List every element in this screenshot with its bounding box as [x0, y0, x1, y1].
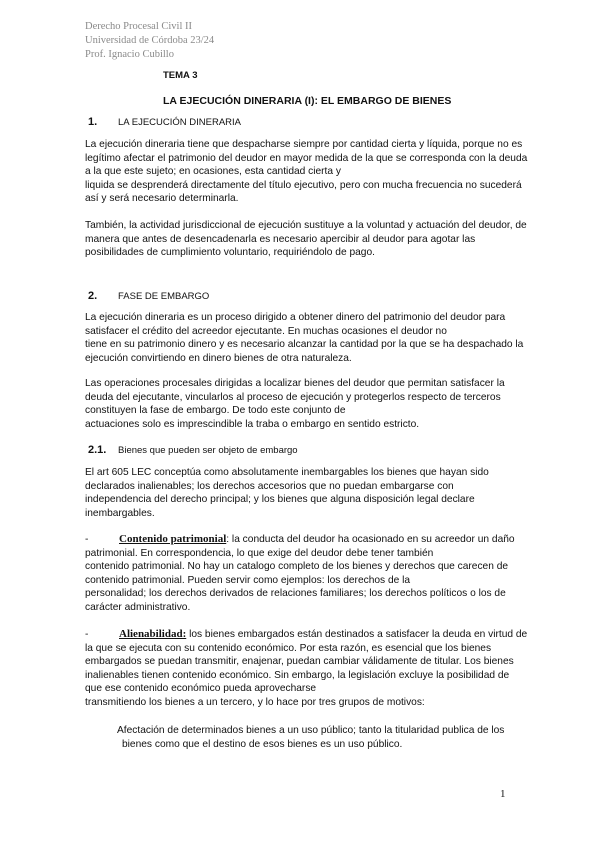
- text-line: liquida se desprenderá directamente del título ejecutivo, pero con mucha frecuencia no sucederá: [85, 179, 522, 191]
- paragraph-6: [85, 533, 552, 615]
- text-line: la que se ejecuta con su contenido económico. Por esta razón, es esencial que los bienes: [85, 642, 492, 654]
- section-heading-2: [88, 290, 209, 302]
- text-line: [85, 533, 552, 547]
- bullet-marker: -: [85, 629, 89, 640]
- section-number: 2.1.: [88, 444, 107, 456]
- text-line: inalienables tienen contenido económico. Sin embargo, la legislación excluye la posibilidad de: [85, 669, 510, 681]
- text-line: constituyen la fase de embargo. De todo este conjunto de: [85, 405, 346, 417]
- text-line: contenido patrimonial. Pueden servir como ejemplos: los derechos de la: [85, 574, 411, 586]
- text-line: posibilidades de cumplimiento voluntario, requiriéndolo de pago.: [85, 247, 375, 259]
- section-heading-1: [88, 116, 241, 128]
- text-line: manera que antes de desencadenarla es necesario apercibir al deudor para agotar las: [85, 233, 476, 245]
- paragraph-3: [85, 311, 552, 365]
- text-line: a la que este sujeto; en ocasiones, esta cantidad cierta y: [85, 166, 341, 178]
- text-fragment: : la conducta del deudor ha ocasionado en su acreedor un daño: [226, 534, 515, 545]
- section-title: LA EJECUCIÓN DINERARIA: [118, 117, 241, 128]
- section-number: 1.: [88, 116, 98, 128]
- text-line: declarados inalienables; los derechos accesorios que no puedan embargarse con: [85, 480, 454, 492]
- text-line: La ejecución dineraria tiene que despacharse siempre por cantidad cierta y líquida, porque no es: [85, 139, 523, 150]
- section-title: Bienes que pueden ser objeto de embargo: [118, 445, 298, 456]
- header-professor: Prof. Ignacio Cubillo: [85, 49, 174, 60]
- section-title: FASE DE EMBARGO: [118, 291, 210, 302]
- paragraph-8: [117, 724, 552, 751]
- text-line: carácter administrativo.: [85, 601, 191, 613]
- text-line: ejecución convirtiendo en dinero bienes de otra naturaleza.: [85, 352, 352, 364]
- term-contenido-patrimonial: Contenido patrimonial: [119, 533, 227, 545]
- text-line: legítimo afectar el patrimonio del deudor en mayor medida de la que se corresponda con la deuda: [85, 152, 528, 164]
- text-line: así y será necesario determinarla.: [85, 193, 239, 205]
- text-line: embargados se puedan transmitir, enajenar, puedan cambiar válidamente de titular. Los bienes: [85, 656, 514, 668]
- text-line: [85, 628, 552, 642]
- section-number: 2.: [88, 290, 98, 302]
- bullet-marker: -: [85, 534, 89, 545]
- text-line: personalidad; los derechos derivados de relaciones familiares; los derechos políticos o los de: [85, 588, 506, 600]
- text-line: inembargables.: [85, 507, 155, 519]
- header-university: Universidad de Córdoba 23/24: [85, 35, 215, 46]
- page-title: LA EJECUCIÓN DINERARIA (I): EL EMBARGO DE BIENES: [163, 95, 452, 107]
- paragraph-5: [85, 466, 552, 520]
- text-line: tiene en su patrimonio dinero y es necesario alcanzar la cantidad por la que se ha despachado la: [85, 339, 524, 351]
- text-line: contenido patrimonial. No hay un catalogo completo de los bienes y derechos que carecen de: [85, 561, 509, 573]
- text-line: La ejecución dineraria es un proceso dirigido a obtener dinero del patrimonio del deudor para: [85, 312, 506, 323]
- paragraph-2: [85, 219, 552, 260]
- text-line: satisfacer el crédito del acreedor ejecutante. En muchas ocasiones el deudor no: [85, 325, 447, 337]
- term-alienabilidad: Alienabilidad:: [119, 628, 187, 640]
- text-line: Las operaciones procesales dirigidas a localizar bienes del deudor que permitan satisfacer la: [85, 378, 505, 389]
- subsection-heading-2-1: [88, 444, 298, 456]
- text-line: deuda del ejecutante, vincularlos al proceso de ejecución y protegerlos respecto de terceros: [85, 391, 501, 403]
- text-line: bienes como que el destino de esos bienes es un uso público.: [122, 738, 403, 750]
- text-line: Afectación de determinados bienes a un uso público; tanto la titularidad publica de los: [117, 725, 505, 736]
- text-line: que ese contenido económico pueda aprovecharse: [85, 683, 317, 695]
- text-line: También, la actividad jurisdiccional de ejecución sustituye a la voluntad y actuación del deudor, de: [85, 220, 527, 231]
- header-course: Derecho Procesal Civil II: [85, 21, 193, 32]
- topic-number: TEMA 3: [163, 70, 198, 81]
- text-fragment: los bienes embargados están destinados a satisfacer la deuda en virtud de: [186, 629, 528, 640]
- text-line: patrimonial. En correspondencia, lo que exige del deudor debe tener también: [85, 547, 434, 559]
- text-line: El art 605 LEC conceptúa como absolutamente inembargables los bienes que hayan sido: [85, 467, 489, 478]
- paragraph-1: [85, 138, 552, 206]
- paragraph-4: [85, 377, 552, 431]
- text-line: actuaciones solo es imprescindible la traba o embargo en sentido estricto.: [85, 418, 420, 430]
- document-header: [85, 20, 214, 62]
- page-number: 1: [500, 788, 506, 800]
- text-line: independencia del derecho principal; y los bienes que alguna disposición legal declare: [85, 494, 475, 506]
- text-line: transmitiendo los bienes a un tercero, y lo hace por tres grupos de motivos:: [85, 696, 425, 708]
- paragraph-7: [85, 628, 552, 710]
